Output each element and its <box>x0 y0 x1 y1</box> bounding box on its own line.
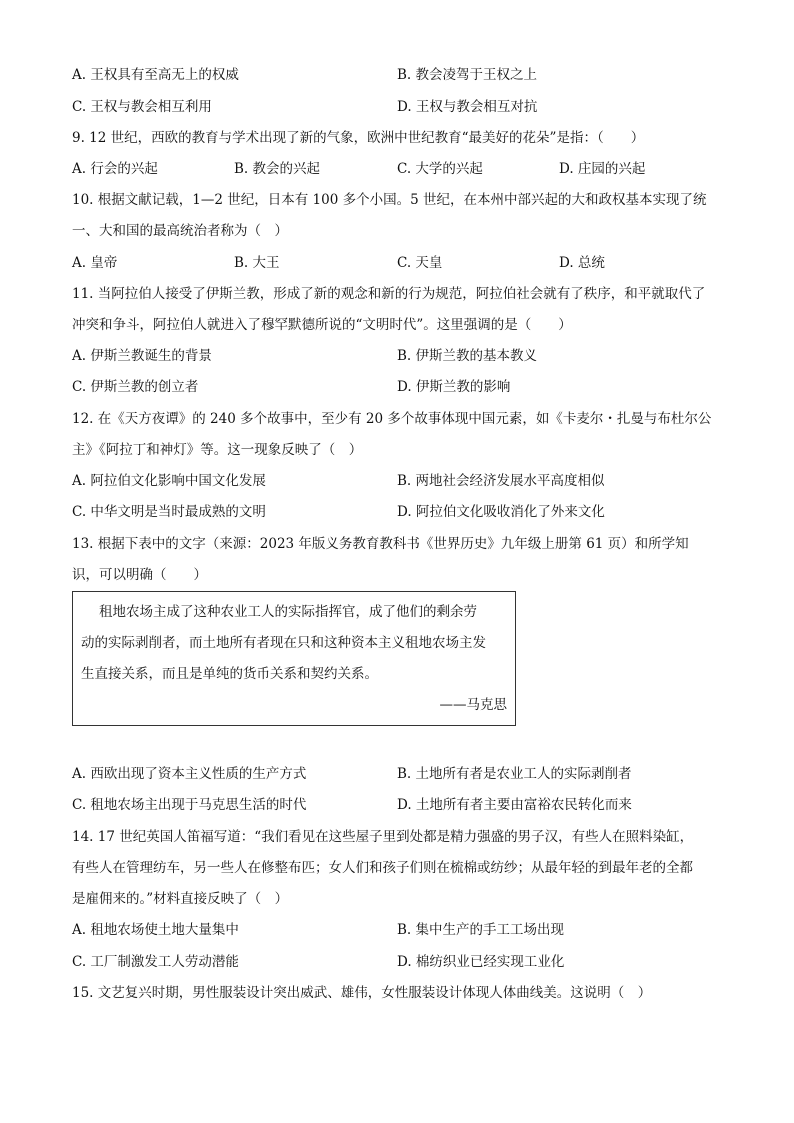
q14-stem-line2: 有些人在管理纺车，另一些人在修整布匹；女人们和孩子们则在梳棉或纺纱；从最年轻的到最年老的全都 <box>72 860 693 876</box>
q8-option-b: B. 教会凌驾于王权之上 <box>397 67 538 83</box>
q8-option-c: C. 王权与教会相互利用 <box>72 99 212 115</box>
q9-stem: 9. 12 世纪，西欧的教育与学术出现了新的气象，欧洲中世纪教育“最美好的花朵”是指：（ ） <box>72 130 645 146</box>
q14-stem-line1: 14. 17 世纪英国人笛福写道：“我们看见在这些屋子里到处都是精力强盛的男子汉，有些人在照料染缸， <box>72 829 694 845</box>
quote-line-3: 生直接关系，而且是单纯的货币关系和契约关系。 <box>81 666 378 682</box>
q13-option-b: B. 土地所有者是农业工人的实际剥削者 <box>397 766 632 782</box>
q12-stem-line1: 12. 在《天方夜谭》的 240 多个故事中，至少有 20 多个故事体现中国元素，如《卡麦尔・扎曼与布杜尔公 <box>72 411 712 427</box>
q14-stem-line3: 是雇佣来的。”材料直接反映了（ ） <box>72 891 289 907</box>
quote-box <box>72 591 516 726</box>
q11-option-a: A. 伊斯兰教诞生的背景 <box>72 348 212 364</box>
q11-option-c: C. 伊斯兰教的创立者 <box>72 379 199 395</box>
q11-option-d: D. 伊斯兰教的影响 <box>397 379 511 395</box>
q11-stem-line1: 11. 当阿拉伯人接受了伊斯兰教，形成了新的观念和新的行为规范，阿拉伯社会就有了秩序，和平就取代了 <box>72 286 706 302</box>
q14-option-c: C. 工厂制激发工人劳动潜能 <box>72 954 239 970</box>
q9-option-c: C. 大学的兴起 <box>397 161 483 177</box>
q10-stem-line1: 10. 根据文献记载，1—2 世纪，日本有 100 多个小国。5 世纪，在本州中部兴起的大和政权基本实现了统 <box>72 192 707 208</box>
q10-option-c: C. 天皇 <box>397 255 443 271</box>
q12-stem-line2: 主》《阿拉丁和神灯》等。这一现象反映了（ ） <box>72 442 363 458</box>
q10-option-d: D. 总统 <box>559 255 605 271</box>
q13-stem-line1: 13. 根据下表中的文字（来源：2023 年版义务教育教科书《世界历史》九年级上册第 61 页）和所学知 <box>72 536 689 552</box>
q12-option-c: C. 中华文明是当时最成熟的文明 <box>72 504 266 520</box>
q13-option-a: A. 西欧出现了资本主义性质的生产方式 <box>72 766 307 782</box>
q13-option-c: C. 租地农场主出现于马克思生活的时代 <box>72 797 307 813</box>
quote-line-2: 动的实际剥削者，而土地所有者现在只和这种资本主义租地农场主发 <box>81 635 486 651</box>
q9-option-d: D. 庄园的兴起 <box>559 161 646 177</box>
quote-line-1: 租地农场主成了这种农业工人的实际指挥官，成了他们的剩余劳 <box>99 604 477 620</box>
q8-option-a: A. 王权具有至高无上的权威 <box>72 67 239 83</box>
q9-option-a: A. 行会的兴起 <box>72 161 158 177</box>
q14-option-a: A. 租地农场使土地大量集中 <box>72 922 239 938</box>
q14-option-b: B. 集中生产的手工工场出现 <box>397 922 565 938</box>
q8-option-d: D. 王权与教会相互对抗 <box>397 99 538 115</box>
quote-source: ——马克思 <box>439 697 507 713</box>
q10-stem-line2: 一、大和国的最高统治者称为（ ） <box>72 223 288 239</box>
q15-stem-line1: 15. 文艺复兴时期，男性服装设计突出威武、雄伟，女性服装设计体现人体曲线美。这说明（ ） <box>72 985 652 1001</box>
q12-option-d: D. 阿拉伯文化吸收消化了外来文化 <box>397 504 605 520</box>
q10-option-b: B. 大王 <box>234 255 280 271</box>
q13-option-d: D. 土地所有者主要由富裕农民转化而来 <box>397 797 632 813</box>
q11-option-b: B. 伊斯兰教的基本教义 <box>397 348 538 364</box>
q14-option-d: D. 棉纺织业已经实现工业化 <box>397 954 565 970</box>
q11-stem-line2: 冲突和争斗，阿拉伯人就进入了穆罕默德所说的“文明时代”。这里强调的是（ ） <box>72 317 572 333</box>
q12-option-a: A. 阿拉伯文化影响中国文化发展 <box>72 473 266 489</box>
q10-option-a: A. 皇帝 <box>72 255 118 271</box>
q13-stem-line2: 识，可以明确（ ） <box>72 567 207 583</box>
q12-option-b: B. 两地社会经济发展水平高度相似 <box>397 473 605 489</box>
q9-option-b: B. 教会的兴起 <box>234 161 321 177</box>
